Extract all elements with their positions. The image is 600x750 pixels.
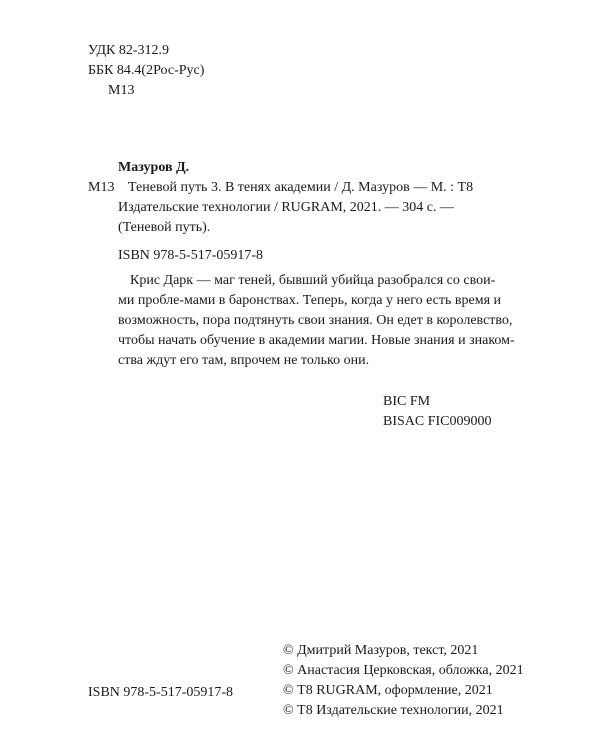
annotation-line: Крис Дарк — маг теней, бывший убийца разобрался со свои-: [130, 273, 496, 288]
udk-code: УДК 82-312.9: [88, 43, 170, 58]
bisac-code: BISAC FIC009000: [383, 414, 492, 429]
bbk-code: ББК 84.4(2Рос-Рус): [88, 63, 205, 78]
annotation-line: возможность, пора подтянуть свои знания. Он едет в королевство,: [118, 313, 513, 328]
record-author-mark: М13: [88, 180, 115, 195]
annotation-line: ми пробле-мами в баронствах. Теперь, когда у него есть время и: [118, 293, 502, 308]
copyright-line: © Анастасия Церковская, обложка, 2021: [283, 663, 524, 678]
annotation-line: чтобы начать обучение в академии магии. Новые знания и знаком-: [118, 333, 515, 348]
description-line: Издательские технологии / RUGRAM, 2021. — 304 с. —: [118, 200, 455, 215]
copyright-line: © Т8 RUGRAM, оформление, 2021: [283, 683, 493, 698]
copyright-line: © Дмитрий Мазуров, текст, 2021: [283, 643, 479, 658]
author-mark: М13: [108, 83, 135, 98]
annotation-line: ства ждут его там, впрочем не только они.: [118, 353, 370, 368]
description-line: Теневой путь 3. В тенях академии / Д. Мазуров — М. : Т8: [128, 180, 474, 195]
record-isbn: ISBN 978-5-517-05917-8: [118, 248, 264, 263]
description-line: (Теневой путь).: [118, 220, 211, 235]
copyright-line: © Т8 Издательские технологии, 2021: [283, 703, 504, 718]
author-heading: Мазуров Д.: [118, 160, 190, 175]
footer-isbn: ISBN 978-5-517-05917-8: [88, 685, 234, 700]
bic-code: BIC FM: [383, 394, 431, 409]
